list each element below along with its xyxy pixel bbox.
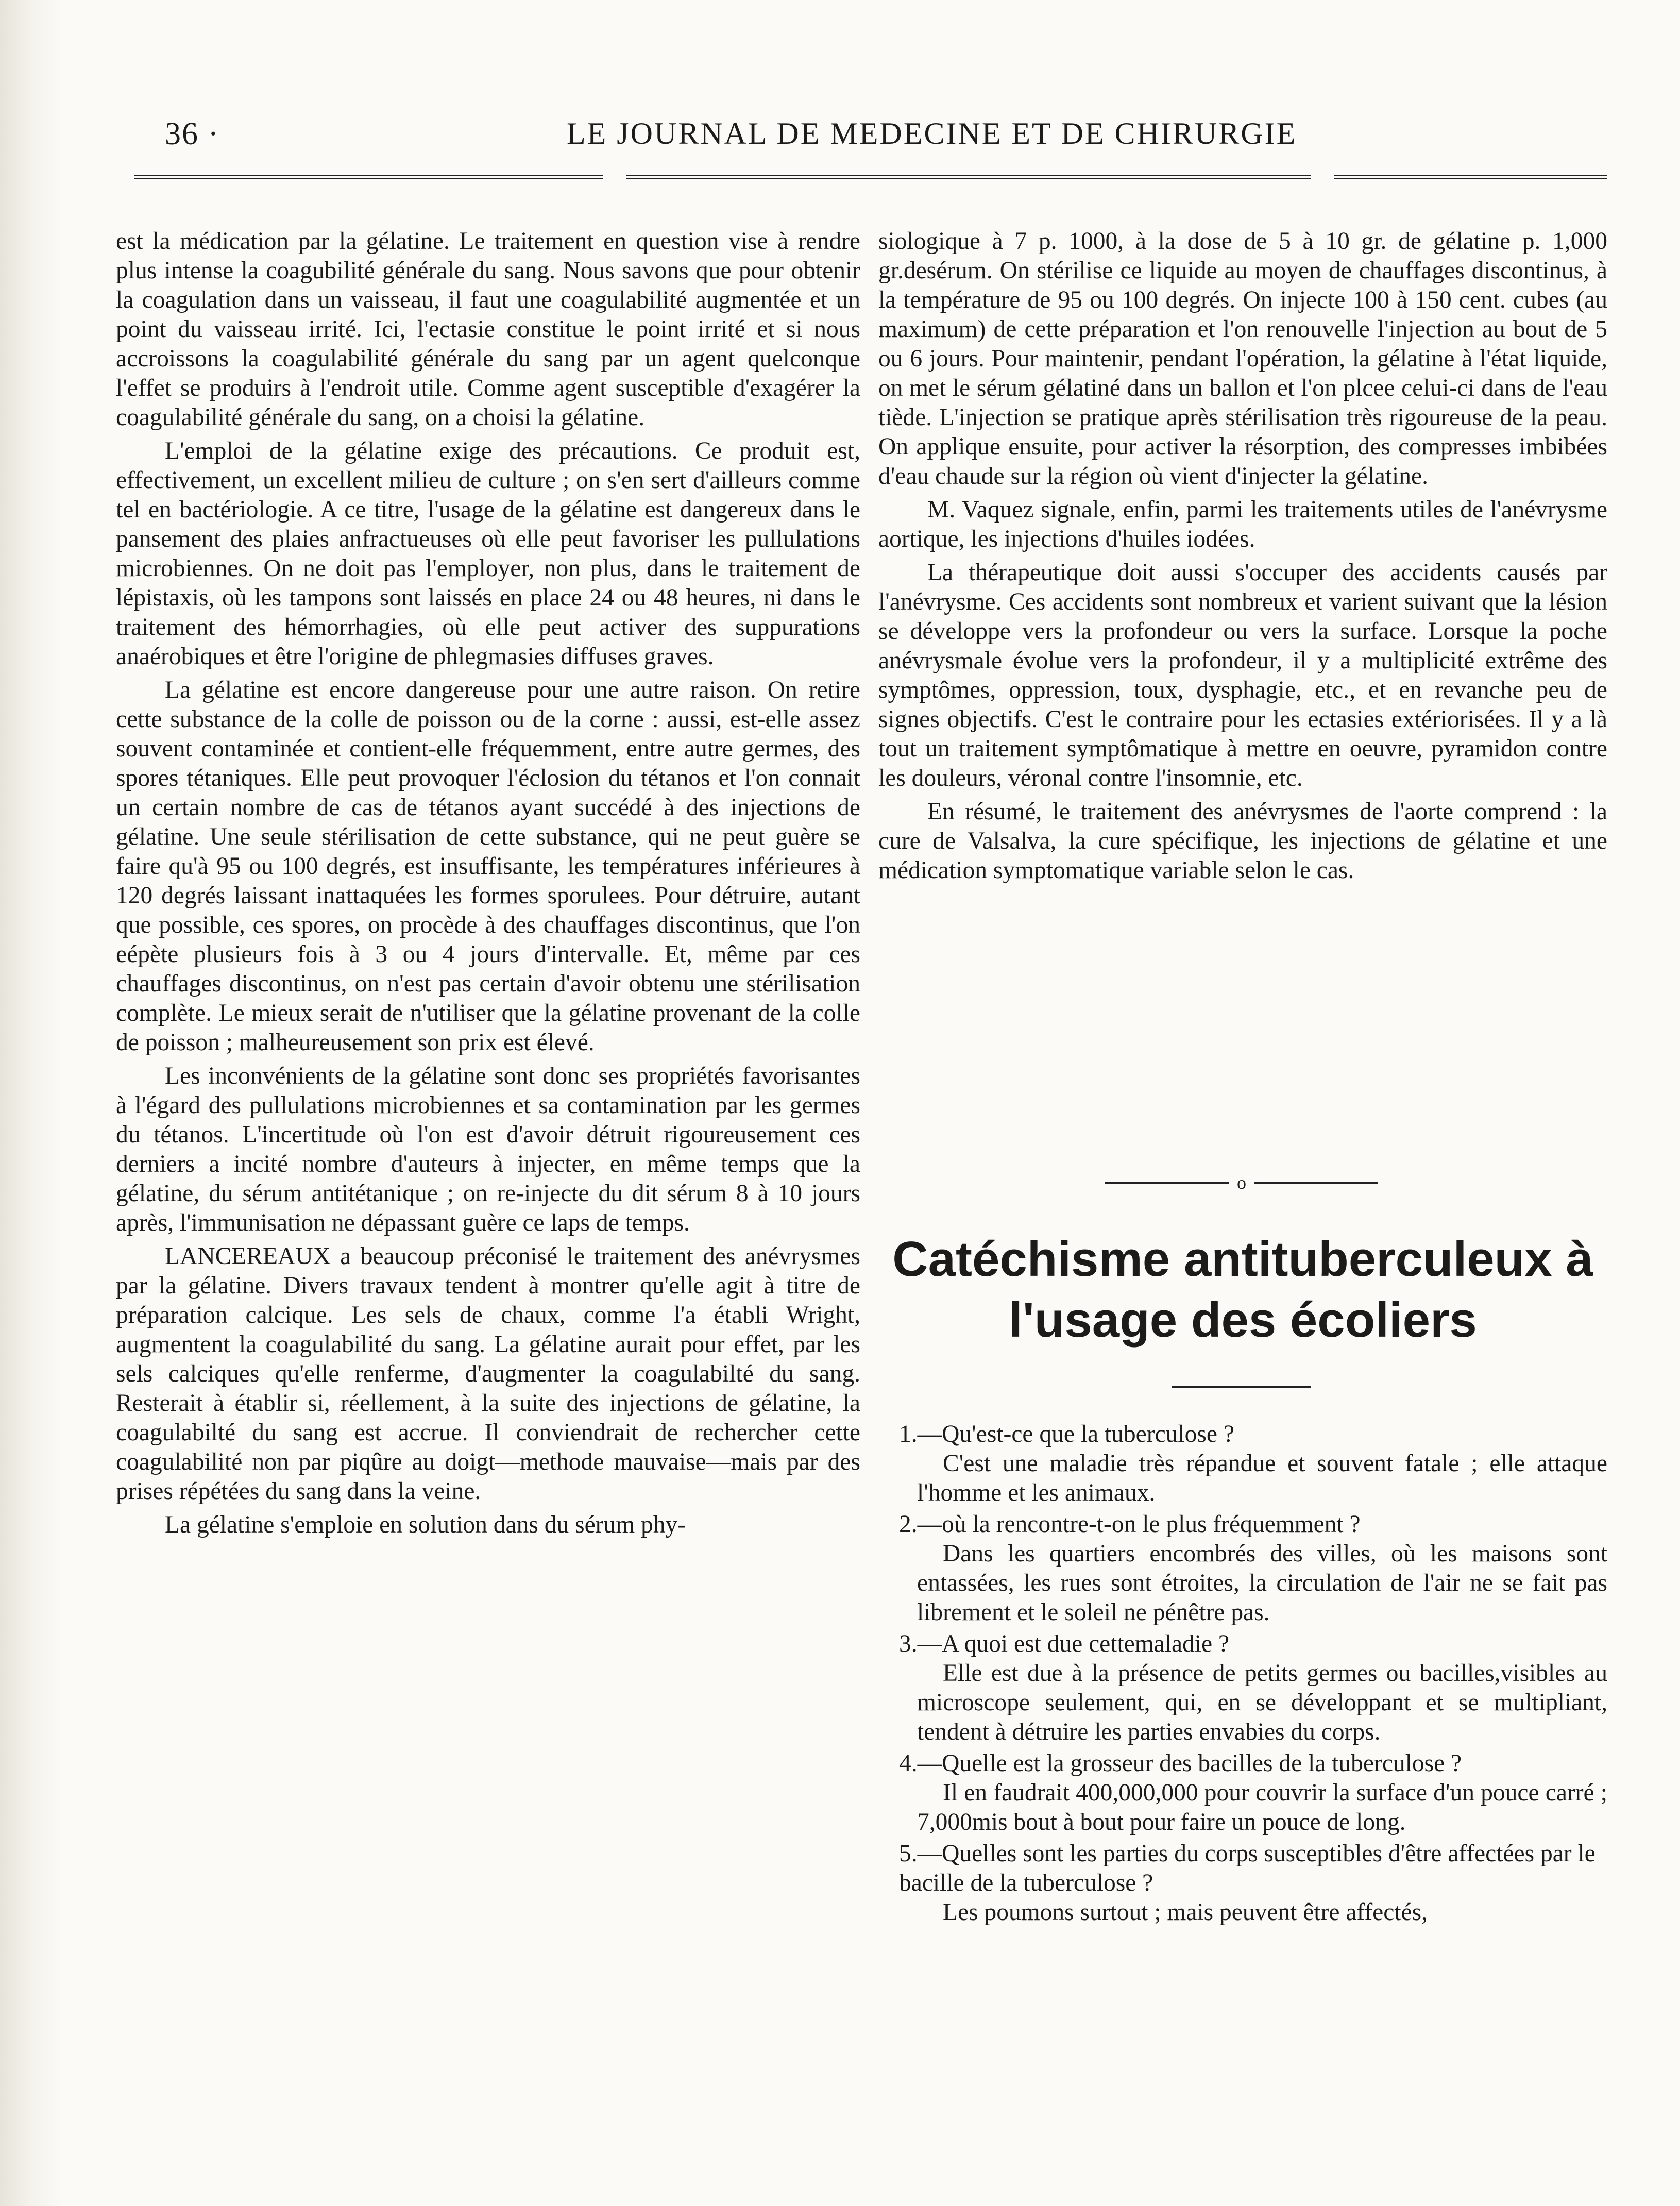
paragraph: siologique à 7 p. 1000, à la dose de 5 à 10 gr. de gélatine p. 1,000 gr.desérum. On stérilise ce liquide au moyen de chauffages discontinus, à la température de 95 ou 100 degrés. On injecte 100 à 150 cent. cubes (au maximum) de cette préparation et l'on renouvelle l'injection au bout de 5 ou 6 jours. Pour maintenir, pendant l'opération, la gélatine à l'état liquide, on met le sérum gélatiné dans un ballon et l'on plcee celui-ci dans de l'eau tiède. L'injection se pratique après stérilisation très rigoureuse de la peau. On applique ensuite, pour activer la résorption, des compresses imbibées d'eau chaude sur la région où vient d'injecter la gélatine. — [878, 228, 1607, 490]
question: 3.—A quoi est due cettemaladie ? — [899, 1630, 1230, 1657]
divider-mark: o — [1237, 1172, 1246, 1193]
catechism-list — [878, 1420, 1607, 1929]
question: 1.—Qu'est-ce que la tuberculose ? — [899, 1421, 1234, 1447]
answer: C'est une maladie très répandue et souvent fatale ; elle attaque l'homme et les animaux. — [917, 1450, 1607, 1506]
question: 2.—où la rencontre-t-on le plus fréquemment ? — [899, 1511, 1361, 1538]
divider-line — [1254, 1182, 1378, 1184]
qa-item — [878, 1420, 1607, 1508]
paragraph: La thérapeutique doit aussi s'occuper des accidents causés par l'anévrysme. Ces accidents sont nombreux et varient suivant que la lésion se développe vers la profondeur ou vers la surface. Lorsque la poche anévrysmale évolue vers la profondeur, il y a multiplicité extrême des symptômes, oppression, toux, dysphagie, etc., et en revanche peu de signes objectifs. C'est le contraire pour les ectasies extériorisées. Il y a là tout un traitement symptômatique à mettre en oeuvre, pyramidon contre les douleurs, véronal contre l'insomnie, etc. — [878, 559, 1607, 792]
question: 5.—Quelles sont les parties du corps susceptibles d'être affectées par le bacille de la tuberculose ? — [899, 1840, 1596, 1896]
page-header — [155, 116, 1597, 157]
scan-edge — [0, 0, 62, 2206]
journal-title: LE JOURNAL DE MEDECINE ET DE CHIRURGIE — [567, 116, 1297, 150]
answer: Dans les quartiers encombrés des villes, où les maisons sont entassées, les rues sont étroites, la circulation de l'air ne se fait pas librement et le soleil ne pénêtre pas. — [917, 1540, 1607, 1626]
answer: Elle est due à la présence de petits germes ou bacilles,visibles au microscope seulement, qui, en se développant et se multipliant, tendent à détruire les parties envabies du corps. — [917, 1660, 1607, 1745]
answer: Les poumons surtout ; mais peuvent être affectés, — [943, 1899, 1428, 1926]
paragraph: En résumé, le traitement des anévrysmes de l'aorte comprend : la cure de Valsalva, la cure spécifique, les injections de gélatine et une médication symptomatique variable selon le cas. — [878, 798, 1607, 884]
paragraph: Les inconvénients de la gélatine sont donc ses propriétés favorisantes à l'égard des pullulations microbiennes et sa contamination par les germes du tétanos. L'incertitude où l'on est d'avoir détruit rigoureusement ces derniers a incité nombre d'auteurs à injecter, en même temps que la gélatine, du sérum antitétanique ; on re-injecte du dit sérum 8 à 10 jours après, l'immunisation ne dépassant guère ce laps de temps. — [116, 1063, 860, 1236]
header-rule — [1334, 175, 1607, 179]
qa-item — [878, 1629, 1607, 1747]
paragraph: L'emploi de la gélatine exige des précautions. Ce produit est, effectivement, un excellent milieu de culture ; on s'en sert d'ailleurs comme tel en bactériologie. A ce titre, l'usage de la gélatine est dangereux dans le pansement des plaies anfractueuses où elle peut favoriser les pullulations microbiennes. On ne doit pas l'employer, non plus, dans le traitement de lépistaxis, où les tampons sont laissés en place 24 ou 48 heures, ni dans le traitement des hémorrhagies, où elle peut activer des suppurations anaérobiques et être l'origine de phlegmasies diffuses graves. — [116, 437, 860, 670]
paragraph: La gélatine est encore dangereuse pour une autre raison. On retire cette substance de la colle de poisson ou de la corne : aussi, est-elle assez souvent contaminée et contient-elle fréquemment, entre autre germes, des spores tétaniques. Elle peut provoquer l'éclosion du tétanos et l'on connait un certain nombre de cas de tétanos ayant succédé à des injections de gélatine. Une seule stérilisation de cette substance, qui ne peut guère se faire qu'à 95 ou 100 degrés, est insuffisante, les températures inférieures à 120 degrés laissant inattaquées les formes sporulees. Pour détruire, autant que possible, ces spores, on procède à des chauffages discontinus, que l'on eépète plusieurs fois à 3 ou 4 jours d'intervalle. Et, même par ces chauffages discontinus, on n'est pas certain d'avoir obtenu une stérilisation complète. Le mieux serait de n'utiliser que la gélatine provenant de la colle de poisson ; malheureusement son prix est élevé. — [116, 677, 860, 1056]
qa-item — [878, 1749, 1607, 1837]
paragraph: LANCEREAUX a beaucoup préconisé le traitement des anévrysmes par la gélatine. Divers travaux tendent à montrer qu'elle agit à titre de préparation calcique. Les sels de chaux, comme l'a établi Wright, augmentent la coagulabilité du sang. La gélatine aurait pour effet, par les sels calciques qu'elle renferme, d'augmenter la coagulabilté du sang. Resterait à établir si, réellement, à la suite des injections de gélatine, la coagulabilté du sang est accrue. Il conviendrait de rechercher cette coagulabilité non par piqûre au doigt—methode mauvaise—mais par des prises répétées du sang dans la veine. — [116, 1243, 860, 1505]
section-title — [878, 1229, 1607, 1351]
answer: Il en faudrait 400,000,000 pour couvrir la surface d'un pouce carré ; 7,000mis bout à bout pour faire un pouce de long. — [917, 1779, 1607, 1835]
right-column — [878, 227, 1607, 889]
page-number: 36 · — [165, 116, 220, 151]
section-divider — [1105, 1169, 1378, 1200]
qa-item — [878, 1510, 1607, 1627]
section-title-line: Catéchisme antituberculeux à — [892, 1232, 1593, 1287]
left-column — [116, 227, 860, 1544]
section-title-line: l'usage des écoliers — [1009, 1292, 1477, 1348]
qa-item — [878, 1839, 1607, 1927]
paragraph: M. Vaquez signale, enfin, parmi les traitements utiles de l'anévrysme aortique, les injections d'huiles iodées. — [878, 496, 1607, 552]
question: 4.—Quelle est la grosseur des bacilles de la tuberculose ? — [899, 1750, 1462, 1777]
title-rule — [1172, 1386, 1311, 1388]
paragraph: est la médication par la gélatine. Le traitement en question vise à rendre plus intense la coagubilité générale du sang. Nous savons que pour obtenir la coagulation dans un vaisseau, il faut une coagulabilité augmentée et un point du vaisseau irrité. Ici, l'ectasie constitue le point irrité et si nous accroissons la coagulabilité générale du sang par un agent quelconque l'effet se produirs à l'endroit utile. Comme agent susceptible d'exagérer la coagulabilité générale du sang, on a choisi la gélatine. — [116, 228, 860, 431]
header-rule — [626, 175, 1311, 179]
header-rule — [134, 175, 603, 179]
paragraph: La gélatine s'emploie en solution dans du sérum phy- — [165, 1511, 686, 1538]
